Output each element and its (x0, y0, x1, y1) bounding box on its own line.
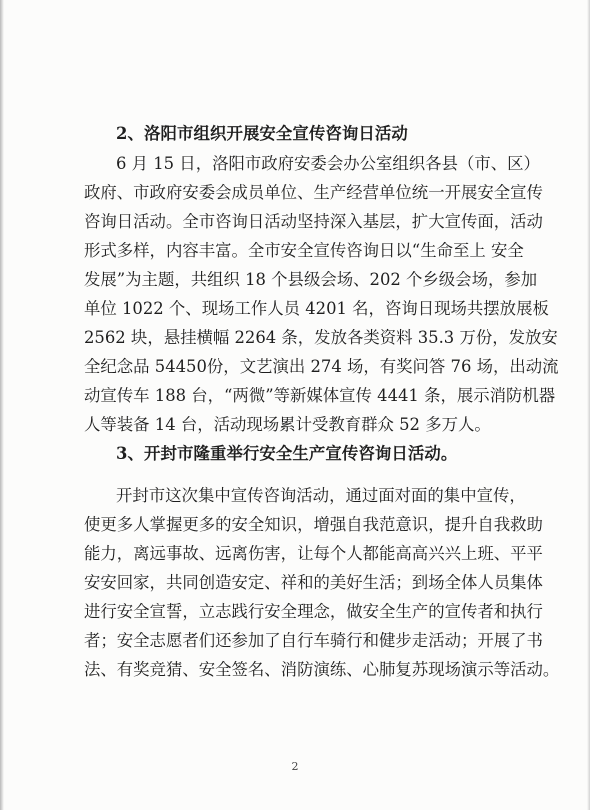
paragraph-line: 形式多样，内容丰富。全市安全宣传咨询日以“生命至上 安全 (84, 241, 524, 260)
paragraph-line: 咨询日活动。全市咨询日活动坚持深入基层，扩大宣传面，活动 (84, 212, 543, 231)
paragraph-line: 2562 块，悬挂横幅 2264 条，发放各类资料 35.3 万份，发放安 (84, 328, 558, 347)
paragraph-line: 动宣传车 188 台，“两微”等新媒体宣传 4441 条，展示消防机器 (84, 386, 556, 405)
paragraph-line: 政府、市政府安委会成员单位、生产经营单位统一开展安全宣传 (84, 183, 543, 202)
paragraph-line: 进行安全宣誓，立志践行安全理念，做安全生产的宣传者和执行 (84, 602, 543, 621)
paragraph-line: 全纪念品 54450份，文艺演出 274 场，有奖问答 76 场，出动流 (84, 357, 559, 376)
paragraph-line: 法、有奖竞猜、安全签名、消防演练、心肺复苏现场演示等活动。 (84, 660, 560, 679)
section-heading-luoyang: 2、洛阳市组织开展安全宣传咨询日活动 (116, 124, 408, 143)
paragraph-line: 使更多人掌握更多的安全知识，增强自我范意识，提升自我救助 (84, 515, 543, 534)
paragraph-line: 单位 1022 个、现场工作人员 4201 名，咨询日现场共摆放展板 (84, 299, 549, 318)
paragraph-line: 6 月 15 日，洛阳市政府安委会办公室组织各县（市、区） (116, 154, 540, 173)
paragraph-line: 安安回家，共同创造安定、祥和的美好生活；到场全体人员集体 (84, 573, 543, 592)
paragraph-line: 发展”为主题，共组织 18 个县级会场、202 个乡级会场，参加 (84, 270, 538, 289)
section-heading-kaifeng: 3、开封市隆重举行安全生产宣传咨询日活动。 (116, 444, 458, 463)
paragraph-line: 者；安全志愿者们还参加了自行车骑行和健步走活动；开展了书 (84, 631, 543, 650)
paragraph-line: 人等装备 14 台，活动现场累计受教育群众 52 多万人。 (84, 415, 491, 434)
paragraph-line: 能力，离远事故、远离伤害，让每个人都能高高兴兴上班、平平 (84, 544, 543, 563)
paragraph-line: 开封市这次集中宣传咨询活动，通过面对面的集中宣传， (116, 486, 526, 505)
scan-edge-left (0, 0, 4, 810)
page-number: 2 (291, 760, 299, 773)
